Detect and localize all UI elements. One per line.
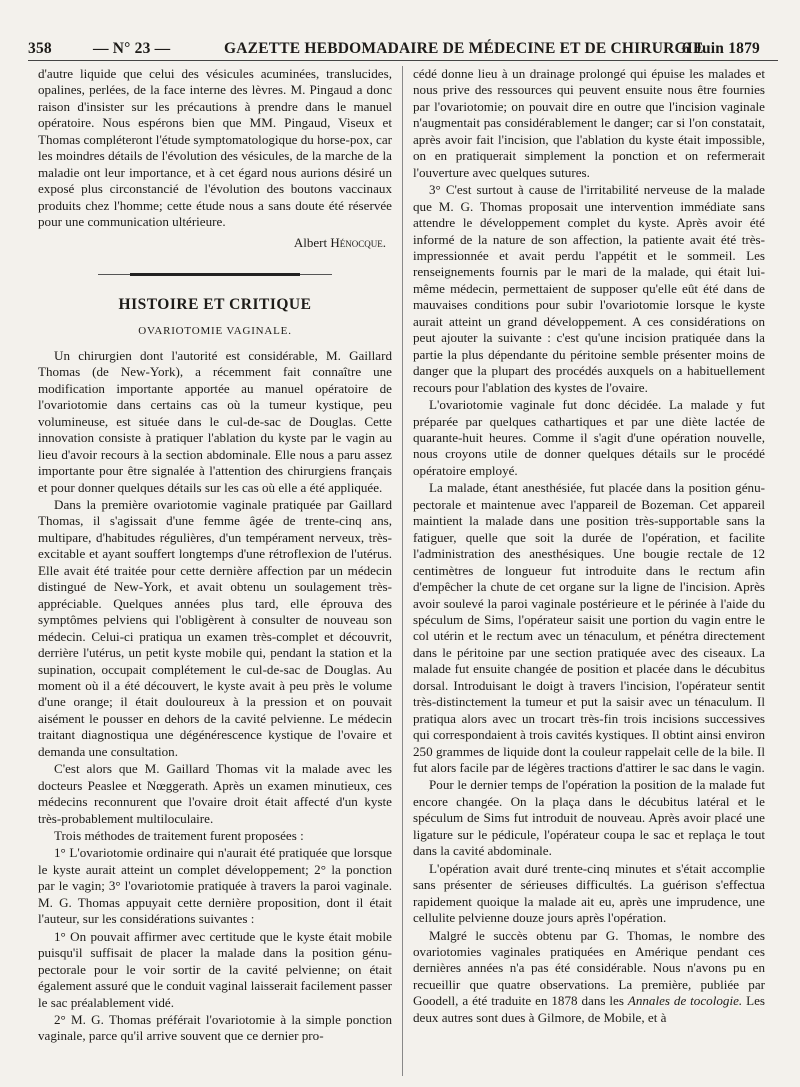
issue-date: 6 Juin 1879 xyxy=(682,40,760,57)
paragraph: L'ovariotomie vaginale fut donc décidée. La malade y fut préparée par quelques cathartiques et par une diète lactée de quarante-huit heures. Comme il s'agit d'une opération nouvelle, nous croyons utile de donner quelques détails sur le procédé opératoire employé. xyxy=(413,397,765,478)
paragraph: d'autre liquide que celui des vésicules acuminées, translucides, opalines, perlées, de la face interne des lèvres. M. Pingaud a donc raison d'insister sur les précautions à prendre dans le manuel opératoire. Nous espérons bien que MM. Pingaud, Viseux et Thomas compléteront l'étude symptomatologique du horse-pox, car les moindres détails de l'évolution des vésicules, de la marche de la maladie ont leur importance, et à cet égard nous aurions désiré un exposé plus circonstancié de l'évolution des boutons vaccinaux produits chez l'homme; cette étude nous a sans doute été réservée pour une communication ultérieure. xyxy=(38,66,392,230)
paragraph-text: Malgré le succès obtenu par G. Thomas, le nombre des ovariotomies vaginales pratiquées en Amérique pendant ces dernières années n'a pas été considérable. Nous n'avons pu en recueillir que quatre observations. La première, publiée par Goodell, a été traduite en 1878 dans les xyxy=(413,927,765,1009)
paragraph: Dans la première ovariotomie vaginale pratiquée par Gaillard Thomas, il s'agissait d'une femme âgée de trente-cinq ans, multipare, d'habitudes régulières, d'un tempérament nerveux, très-excitable et ayant souffert longtemps d'une rétroflexion de l'utérus. Elle avait été traitée pour cette dernière affection par un médecin distingué de New-York, et avait obtenu un soulagement très-appréciable. Quelques années plus tard, elle éprouva des symptômes pelviens qui l'obligèrent à consulter de nouveau son médecin. Celui-ci pratiqua un examen très-complet et découvrit, derrière l'utérus, un petit kyste mobile qui, pendant la station et la supination, occupait complétement le cul-de-sac de Douglas. Au moment où il a été découvert, le kyste avait à peu près le volume d'une orange; il était douloureux à la pression et on pouvait aisément le pousser en dehors de la cavité pelvienne. Le médecin traitant diagnostiqua une dégénérescence kystique de l'ovaire et demanda une consultation. xyxy=(38,496,392,759)
section-title: HISTOIRE ET CRITIQUE xyxy=(118,295,312,313)
running-header xyxy=(28,38,778,61)
journal-citation: Annales de tocologie. xyxy=(627,993,743,1009)
column-divider xyxy=(402,66,403,1076)
paragraph: C'est alors que M. Gaillard Thomas vit la malade avec les docteurs Peaslee et Nœggerath. Après un examen minutieux, ces médecins reconnurent que l'ovaire droit était affecté d'un kyste très-probablement multiloculaire. xyxy=(38,761,392,826)
paragraph: 1° L'ovariotomie ordinaire qui n'aurait été pratiquée que lorsque le kyste aurait atteint un complet développement; 2° la ponction par le vagin; 3° l'ovariotomie pratiquée à travers la paroi vaginale. M. G. Thomas appuyait cette dernière proposition, dont il était l'auteur, sur les considérations suivantes : xyxy=(38,845,392,927)
article-subtitle: OVARIOTOMIE VAGINALE. xyxy=(138,325,292,338)
author-signature xyxy=(38,235,386,251)
section-separator xyxy=(38,257,392,291)
paragraph: L'opération avait duré trente-cinq minutes et s'était accomplie sans présenter de sérieuses difficultés. La guérison s'effectua rapidement quoique la malade ait eu, après une imprudence, une cellulite pelvienne douze jours après l'opération. xyxy=(413,860,765,926)
paragraph-text: Les deux autres sont dues à Gilmore, de Mobile, et à xyxy=(413,993,765,1025)
paragraph: cédé donne lieu à un drainage prolongé qui épuise les malades et nous prive des ressources qui peuvent ensuite nous être fournies par l'ovariotomie; on pouvait dire en outre que l'incision vaginale n'augmentait pas considérablement le danger; car si l'on constatait, après avoir fait l'incision, que l'ablation du kyste était impossible, on en pratiquerait simplement la ponction et on refermerait l'ouverture avec quelques sutures. xyxy=(413,66,765,180)
paragraph: Trois méthodes de traitement furent proposées : xyxy=(54,828,304,844)
paragraph: 3° C'est surtout à cause de l'irritabilité nerveuse de la malade que M. G. Thomas proposait une intervention immédiate sans attendre le développement complet du kyste. Après avoir été informé de la nature de son affection, la patiente avait été très-impressionnée et avait perdu l'appétit et le sommeil. Les renseignements fournis par le mari de la malade, qui était lui-même médecin, permettaient de supposer qu'elle eût été dans de mauvaises conditions pour subir l'ovariotomie lorsque le kyste aurait atteint un grand développement. A ces considérations on peut ajouter la suivante : c'est qu'une incision pratiquée dans la partie la plus dépendante du péritoine semble présenter moins de danger que la plupart des procédés auxquels on a habituellement recours pour l'ablation des kystes de l'ovaire. xyxy=(413,182,765,395)
separator-thick-rule xyxy=(130,273,300,276)
signature-last-name: Hénocque. xyxy=(330,234,386,250)
page-number: 358 xyxy=(28,40,52,57)
paragraph: Un chirurgien dont l'autorité est considérable, M. Gaillard Thomas (de New-York), a récemment fait connaître une modification importante apportée au manuel opératoire de l'ovariotomie dans certains cas où la tumeur kystique, peu volumineuse, est située dans le cul-de-sac de Douglas. Cette innovation consiste à pratiquer l'ablation du kyste par le vagin au lieu d'avoir recours à la section abdominale. Elle nous a paru assez importante pour être signalée à l'attention des chirurgiens français et pour donner quelques détails sur les cas où elle a été appliquée. xyxy=(38,347,392,495)
signature-first-name: Albert xyxy=(293,234,331,250)
left-column xyxy=(38,66,392,1076)
paragraph xyxy=(413,928,765,1027)
right-column xyxy=(413,66,765,1076)
journal-title: GAZETTE HEBDOMADAIRE DE MÉDECINE ET DE CHIRURGIE xyxy=(224,40,704,57)
paragraph: 1° On pouvait affirmer avec certitude que le kyste était mobile puisqu'il suffisait de placer la malade dans la position génu-pectorale pour le voir sortir de la cavité pelvienne; on était également assuré que le conduit vaginal laisserait facilement passer le sac préalablement vidé. xyxy=(38,928,392,1010)
paragraph: Pour le dernier temps de l'opération la position de la malade fut encore changée. On la plaça dans le décubitus latéral et le spéculum de Sims fut introduit de nouveau. Après avoir placé une ligature sur le pédicule, l'opérateur coupa le sac et replaça le tout dans la cavité abdominale. xyxy=(413,777,765,859)
issue-number: — N° 23 — xyxy=(93,40,171,57)
paragraph: 2° M. G. Thomas préférait l'ovariotomie à la simple ponction vaginale, parce qu'il arrive souvent que ce dernier pro- xyxy=(38,1012,392,1044)
paragraph: La malade, étant anesthésiée, fut placée dans la position génu-pectorale et maintenue avec l'appareil de Bozeman. Cet appareil maintient la malade dans une position très-supportable sans la fatiguer, quelle que soit la durée de l'opération, et facilite l'administration des anesthésiques. Une bougie rectale de 12 centimètres de longueur fut introduite dans le rectum afin d'empêcher la chute de cet organe sur la ligne de l'incision. Après avoir soulevé la paroi vaginale postérieure et le périnée à l'aide du spéculum de Sims, l'opérateur saisit une portion du vagin entre le col utérin et le rectum avec un ténaculum, et pénétra directement dans le péritoine par une section pratiquée avec des ciseaux. La malade fut ensuite changée de position et placée dans le décubitus dorsal. Introduisant le doigt à travers l'incision, l'opérateur sentit très-distinctement la tumeur et put la saisir avec un ténaculum. Il pratiqua alors avec un trocart très-fin trois incisions successives qui correspondaient à trois cavités kystiques. Il obtint ainsi environ 250 grammes de liquide dont la couleur rappelait celle de la bile. Il fut alors facile par de légères tractions d'attirer le sac dans le vagin. xyxy=(413,480,765,776)
